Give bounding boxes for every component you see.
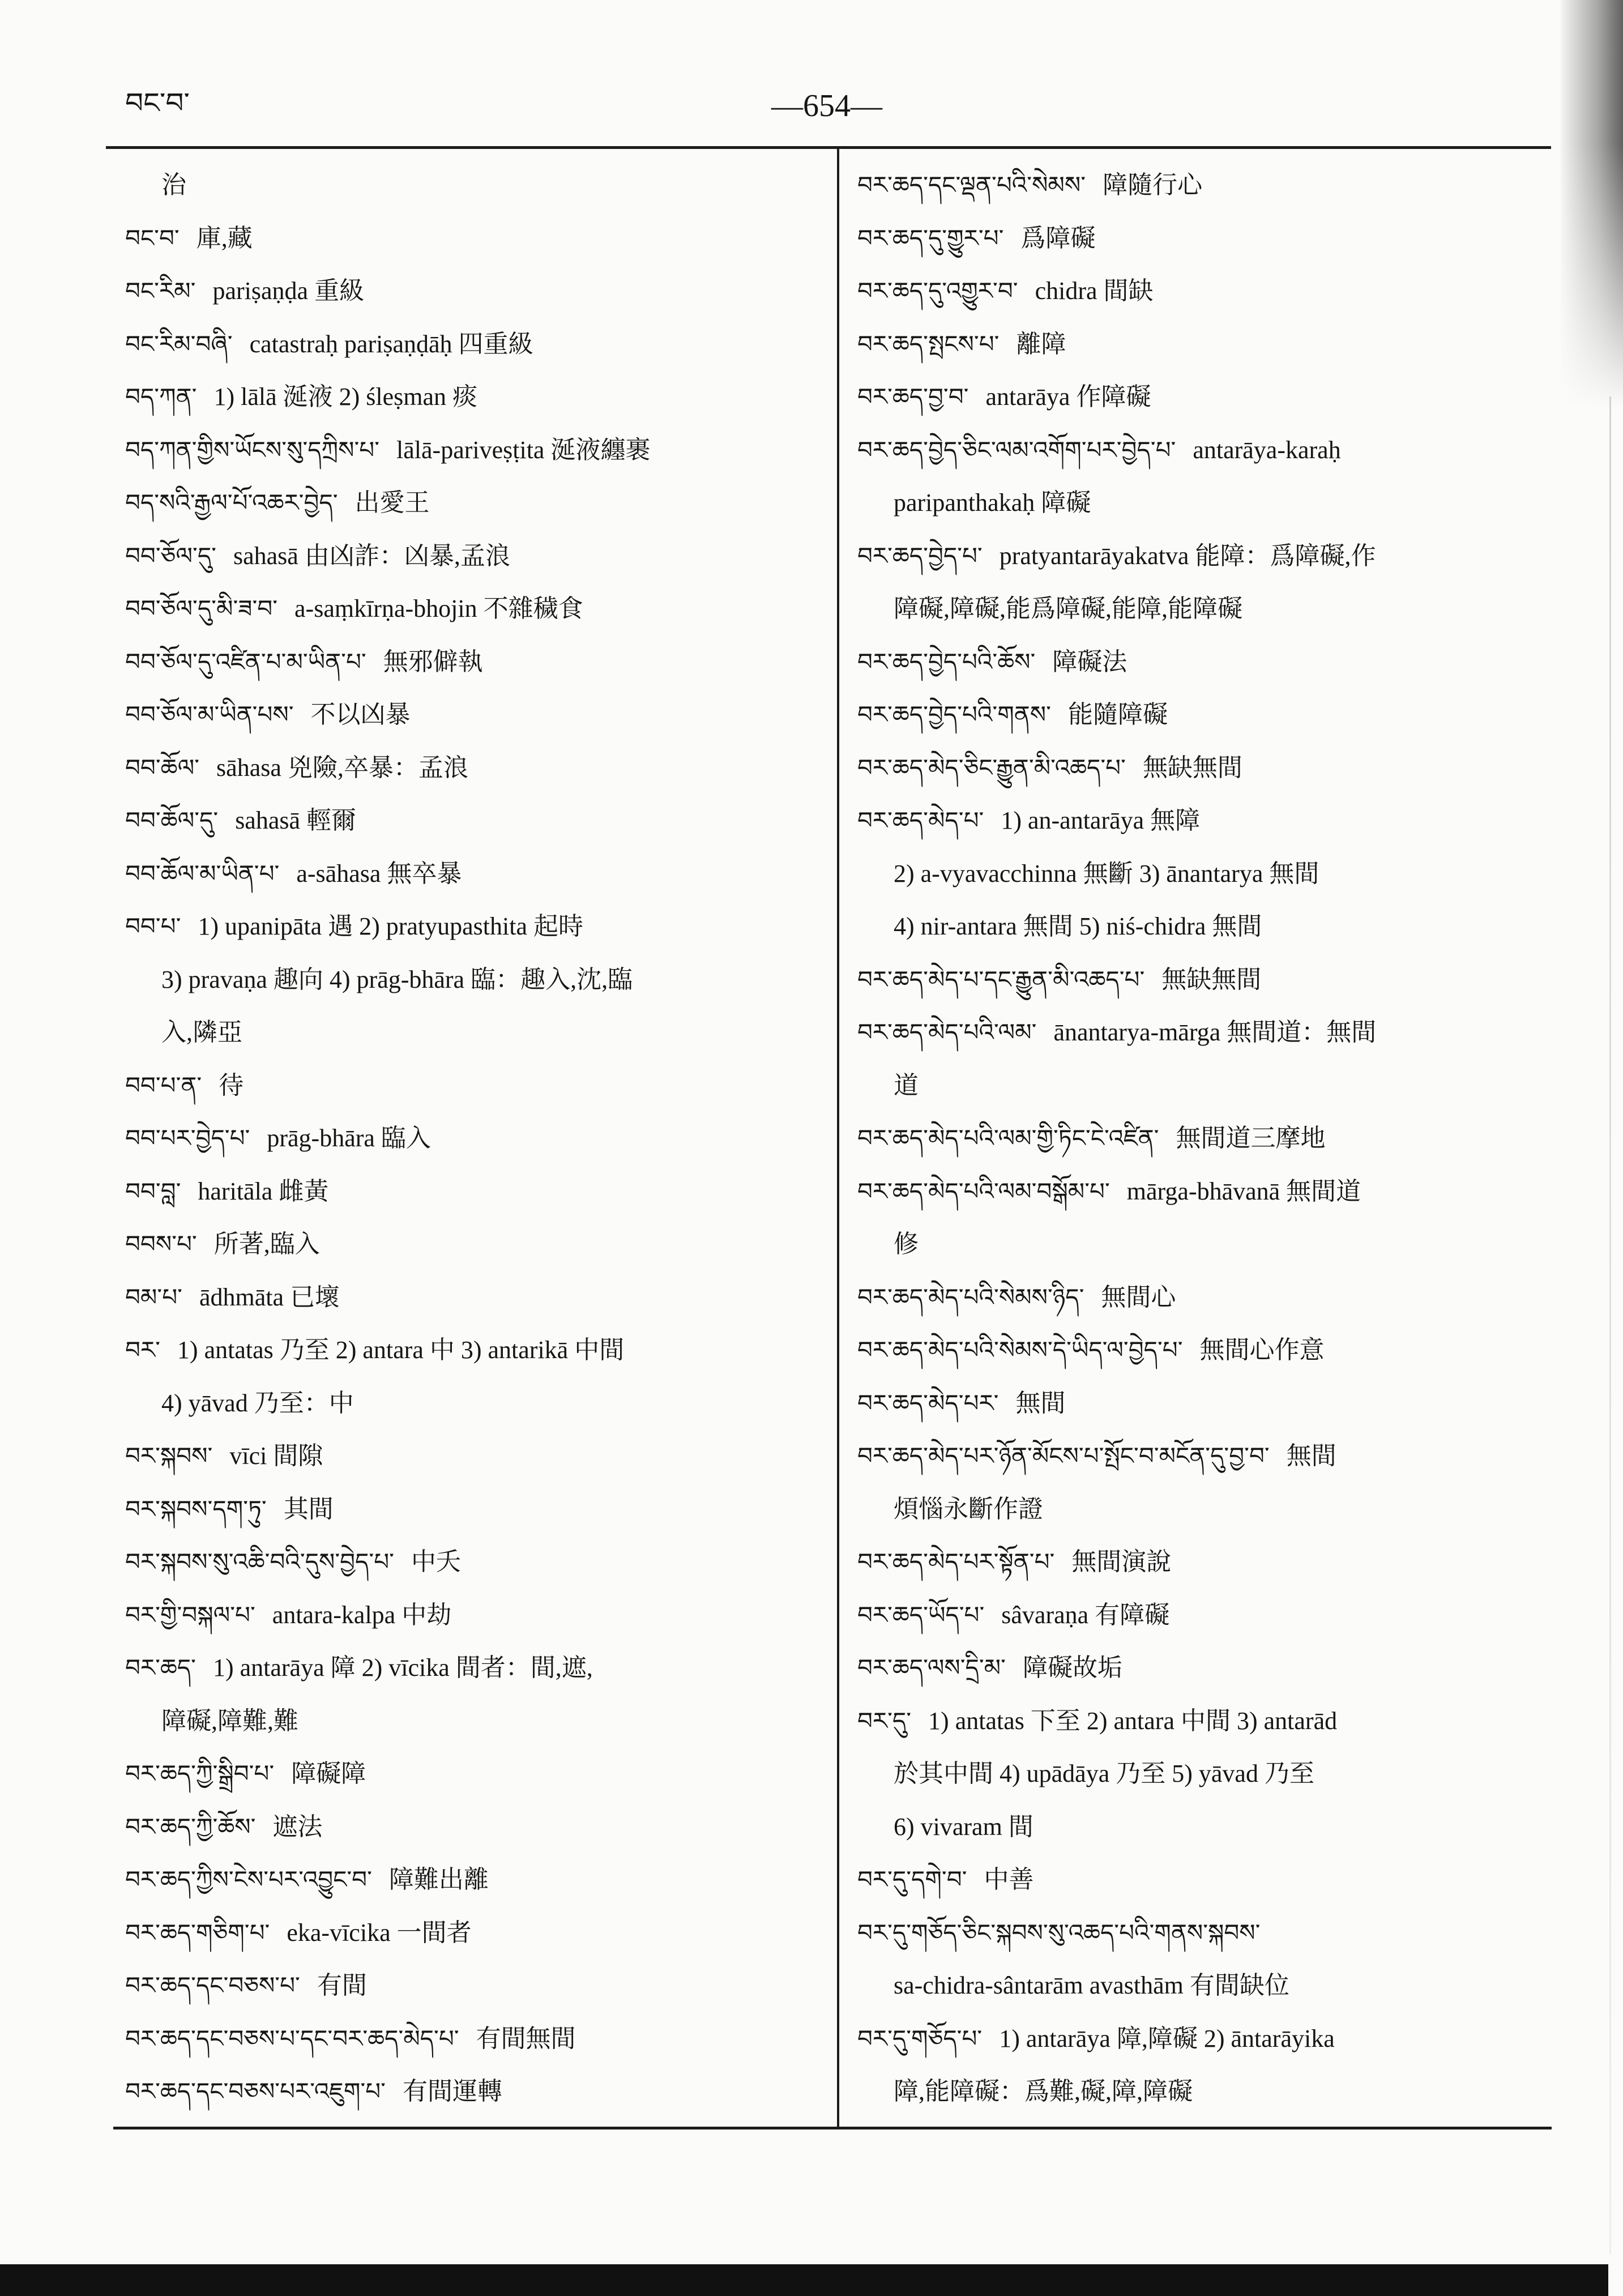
entry-line	[125, 212, 827, 265]
entry-line	[857, 318, 1560, 371]
entry-gloss: 道	[894, 1071, 919, 1099]
tibetan-headword: བད་སའི་རྒྱལ་པོ་འཆར་བྱེད་	[125, 490, 338, 517]
entry-gloss: antarāya 作障礙	[985, 383, 1151, 411]
tibetan-headword: བམ་པ་	[125, 1284, 182, 1311]
continuation-line	[857, 1218, 1560, 1271]
entry-line	[857, 688, 1560, 741]
entry-gloss: haritāla 雌黃	[198, 1177, 329, 1205]
entry-gloss: 無缺無間	[1142, 753, 1242, 782]
continuation-line	[125, 1377, 827, 1430]
tibetan-headword: བར་ཆད་དང་བཅས་པ་	[125, 1973, 300, 1999]
tibetan-headword: བར་གྱི་བསྐལ་པ་	[125, 1602, 255, 1629]
entry-gloss: 出愛王	[355, 489, 430, 517]
entry-line	[857, 370, 1560, 424]
tibetan-headword: བད་ཀན་གྱིས་ཡོངས་སུ་དཀྲིས་པ་	[125, 437, 380, 464]
entry-line	[125, 530, 827, 583]
scan-bottom-bar	[0, 2264, 1608, 2296]
tibetan-headword: བར་དུ་གཅོད་ཅིང་སྐབས་སུ་འཆད་པའི་གནས་སྐབས་	[857, 1920, 1261, 1947]
entry-line	[125, 1324, 827, 1377]
scan-edge-line	[1609, 396, 1611, 2254]
entry-gloss: 中夭	[411, 1548, 461, 1576]
tibetan-headword: བར་དུ་	[857, 1708, 912, 1735]
entry-gloss: catastraḥ pariṣaṇḍāḥ 四重級	[249, 330, 533, 358]
tibetan-headword: བར་ཆད་མེད་པར་ཉོན་མོངས་པ་སྤོང་བ་མངོན་དུ་བྱ་བ་	[857, 1444, 1270, 1470]
entry-gloss: 無間演說	[1071, 1548, 1172, 1576]
tibetan-headword: བབ་བླ་	[125, 1179, 181, 1205]
entry-line	[125, 900, 827, 953]
entry-gloss: ānantarya-mārga 無間道：無間	[1053, 1018, 1377, 1046]
entry-line	[857, 159, 1560, 212]
tibetan-headword: བར་ཆད་མེད་པའི་ལམ་གྱི་ཏིང་ངེ་འཛིན་	[857, 1126, 1159, 1152]
tibetan-headword: བར་ཆད་བྱེད་ཅིང་ལམ་འགོག་པར་བྱེད་པ་	[857, 437, 1176, 464]
entry-line	[857, 1112, 1560, 1165]
tibetan-headword: བབ་ཅོལ་མ་ཡིན་པས་	[125, 702, 294, 728]
continuation-line	[125, 1006, 827, 1059]
tibetan-headword: བར་ཆད་བྱེད་པ་	[857, 543, 983, 570]
entry-line	[125, 1800, 827, 1854]
tibetan-headword: བར་ཆད་མེད་པའི་ལམ་	[857, 1020, 1037, 1046]
continuation-line	[857, 1059, 1560, 1112]
tibetan-headword: བར་ཆད་དང་བཅས་པ་དང་བར་ཆད་མེད་པ་	[125, 2026, 459, 2052]
entry-gloss: 入,隣亞	[161, 1018, 242, 1046]
entry-line	[125, 2065, 827, 2118]
continuation-line	[857, 476, 1560, 530]
tibetan-headword: བར་སྐབས་	[125, 1444, 213, 1470]
tibetan-headword: བར་ཆད་ཀྱི་ཆོས་	[125, 1814, 256, 1841]
entry-gloss: pariṣaṇḍa 重級	[212, 277, 365, 305]
entry-gloss: 所著,臨入	[213, 1230, 320, 1258]
entry-line	[857, 212, 1560, 265]
continuation-line	[857, 1747, 1560, 1800]
tibetan-headword: བབ་ཆོལ་	[125, 755, 200, 782]
entry-gloss: 其間	[283, 1495, 334, 1523]
entry-line	[125, 1747, 827, 1800]
entry-gloss: 有間運轉	[403, 2077, 502, 2105]
entry-line	[125, 264, 827, 318]
entry-gloss: antarāya-karaḥ	[1193, 436, 1341, 464]
tibetan-headword: བར་ཆད་	[125, 1655, 196, 1682]
entry-gloss: ādhmāta 已壞	[199, 1283, 340, 1311]
entry-gloss: pratyantarāyakatva 能障：爲障礙,作	[999, 541, 1376, 570]
tibetan-headword: བར་ཆད་མེད་པ་	[857, 808, 984, 834]
entry-line	[125, 741, 827, 795]
entry-line	[857, 635, 1560, 689]
continuation-line	[857, 2065, 1560, 2118]
tibetan-headword: བར་ཆད་ཡོད་པ་	[857, 1602, 985, 1629]
tibetan-headword: བར་ཆད་ཀྱིས་ངེས་པར་འབྱུང་བ་	[125, 1867, 372, 1893]
entry-gloss: 庫,藏	[196, 224, 253, 252]
tibetan-headword: བབ་ཆོལ་མ་ཡིན་པ་	[125, 861, 280, 887]
entry-line	[125, 847, 827, 901]
entry-gloss: 4) nir-antara 無間 5) niś-chidra 無間	[894, 912, 1262, 940]
entry-gloss: 1) an-antarāya 無障	[1001, 806, 1201, 834]
tibetan-headword: བར་ཆད་དང་ལྡན་པའི་སེམས་	[857, 173, 1086, 199]
continuation-line	[857, 847, 1560, 901]
tibetan-headword: བར་ཆད་མེད་པར་སྟོན་པ་	[857, 1550, 1055, 1576]
entry-gloss: prāg-bhāra 臨入	[267, 1124, 431, 1152]
entry-gloss: 煩惱永斷作證	[894, 1495, 1043, 1523]
entry-line	[125, 1483, 827, 1536]
entry-gloss: 修	[894, 1230, 919, 1258]
entry-line	[857, 1535, 1560, 1589]
tibetan-headword: བར་ཆད་མེད་པ་དང་རྒྱུན་མི་འཆད་པ་	[857, 967, 1145, 993]
running-head: བང་བ་	[125, 87, 190, 119]
entry-gloss: 不以凶暴	[310, 701, 411, 728]
page-number: —654—	[771, 88, 882, 123]
tibetan-headword: བང་རིམ་བཞི་	[125, 331, 233, 358]
tibetan-headword: བར་ཆད་དང་བཅས་པར་འཇུག་པ་	[125, 2079, 386, 2105]
entry-line	[125, 1165, 827, 1218]
tibetan-headword: བར་	[125, 1338, 160, 1364]
tibetan-headword: བར་ཆད་བྱེད་པའི་གནས་	[857, 702, 1051, 728]
left-column	[125, 159, 827, 2118]
entry-line	[857, 1853, 1560, 1906]
entry-gloss: lālā-pariveṣṭita 涎液纏裹	[396, 436, 651, 464]
entry-line	[857, 1641, 1560, 1695]
entry-line	[125, 1059, 827, 1112]
tibetan-headword: བར་ཆད་མེད་པའི་ལམ་བསྒོམ་པ་	[857, 1179, 1110, 1205]
entry-gloss: 中善	[984, 1866, 1034, 1893]
entry-line	[857, 741, 1560, 795]
header-rule	[106, 146, 1551, 149]
entry-line	[125, 318, 827, 371]
tibetan-headword: བར་ཆད་དུ་གྱུར་པ་	[857, 225, 1004, 252]
entry-line	[125, 1429, 827, 1483]
entry-gloss: 障,能障礙：爲難,礙,障,障礙	[894, 2077, 1193, 2105]
entry-gloss: 爲障礙	[1020, 224, 1096, 252]
tibetan-headword: བབ་པ་	[125, 914, 181, 940]
entry-gloss: 1) antatas 乃至 2) antara 中 3) antarikā 中間	[177, 1336, 625, 1364]
tibetan-headword: བར་ཆད་མེད་པའི་སེམས་དེ་ཡིད་ལ་བྱེད་པ་	[857, 1338, 1183, 1364]
column-divider	[837, 148, 839, 2128]
entry-gloss: 無間心	[1101, 1283, 1176, 1311]
tibetan-headword: བར་ཆད་མེད་ཅིང་རྒྱུན་མི་འཆད་པ་	[857, 755, 1126, 782]
tibetan-headword: བར་ཆད་མེད་པར་	[857, 1390, 999, 1417]
entry-gloss: 有間	[317, 1971, 367, 1999]
entry-gloss: 待	[219, 1071, 244, 1099]
entry-line	[857, 530, 1560, 583]
entry-gloss: 遮法	[272, 1812, 323, 1841]
entry-line	[857, 1429, 1560, 1483]
tibetan-headword: བར་སྐབས་སུ་འཆི་བའི་དུས་བྱེད་པ་	[125, 1550, 394, 1576]
scan-edge-shadow	[1561, 0, 1623, 408]
entry-line	[857, 1906, 1560, 1960]
entry-gloss: vīci 間隙	[229, 1442, 323, 1470]
tibetan-headword: བབ་ཅོལ་དུ་མི་ཟ་བ་	[125, 596, 278, 622]
entry-gloss: 障礙,障礙,能爲障礙,能障,能障礙	[894, 595, 1242, 622]
entry-gloss: a-sāhasa 無卒暴	[296, 859, 462, 887]
tibetan-headword: བང་རིམ་	[125, 279, 196, 305]
entry-line	[125, 1112, 827, 1165]
entry-line	[125, 370, 827, 424]
entry-line	[125, 1906, 827, 1960]
entry-line	[125, 1853, 827, 1906]
tibetan-headword: བར་དུ་གཅོད་པ་	[857, 2026, 983, 2052]
entry-gloss: 無邪僻執	[383, 647, 483, 676]
entry-line	[857, 953, 1560, 1006]
entry-gloss: antara-kalpa 中劫	[272, 1601, 452, 1629]
entry-gloss: mārga-bhāvanā 無間道	[1126, 1177, 1361, 1205]
right-column	[857, 159, 1560, 2118]
entry-gloss: 障礙故垢	[1022, 1654, 1122, 1682]
entry-line	[125, 1218, 827, 1271]
tibetan-headword: བར་ཆད་སྤངས་པ་	[857, 331, 1000, 358]
entry-gloss: 1) lālā 涎液 2) śleṣman 痰	[213, 383, 478, 411]
entry-gloss: eka-vīcika 一間者	[287, 1918, 472, 1947]
tibetan-headword: བབ་ཆོལ་དུ་	[125, 808, 219, 834]
entry-gloss: sa-chidra-sântarām avasthām 有間缺位	[894, 1971, 1289, 1999]
entry-line	[857, 424, 1560, 477]
continuation-line	[857, 1959, 1560, 2012]
entry-line	[125, 794, 827, 847]
entry-line	[125, 688, 827, 741]
entry-gloss: 於其中間 4) upādāya 乃至 5) yāvad 乃至	[894, 1760, 1314, 1787]
entry-line	[857, 2012, 1560, 2065]
entry-line	[125, 476, 827, 530]
tibetan-headword: བད་ཀན་	[125, 385, 197, 411]
tibetan-headword: བར་ཆད་བྱེད་པའི་ཆོས་	[857, 649, 1036, 676]
entry-gloss: 無間	[1286, 1442, 1336, 1470]
entry-gloss: 能隨障礙	[1067, 701, 1168, 728]
entry-gloss: 1) antatas 下至 2) antara 中間 3) antarād	[928, 1706, 1338, 1735]
tibetan-headword: བར་ཆད་བྱ་བ་	[857, 385, 969, 411]
entry-gloss: sahasā 輕爾	[235, 806, 357, 834]
entry-gloss: 3) pravaṇa 趣向 4) prāg-bhāra 臨：趣入,沈,臨	[161, 965, 633, 993]
entry-gloss: 有間無間	[476, 2024, 576, 2052]
entry-line	[125, 1589, 827, 1642]
continuation-line	[125, 1695, 827, 1748]
tibetan-headword: བབ་ཅོལ་དུ་འཛིན་པ་མ་ཡིན་པ་	[125, 649, 366, 676]
tibetan-headword: བར་ཆད་ཀྱི་སྒྲིབ་པ་	[125, 1761, 275, 1787]
entry-gloss: chidra 間缺	[1035, 277, 1154, 305]
entry-line	[857, 264, 1560, 318]
entry-gloss: paripanthakaḥ 障礙	[894, 489, 1091, 517]
entry-gloss: 障礙法	[1052, 647, 1127, 676]
entry-line	[125, 2012, 827, 2065]
footer-rule	[113, 2127, 1552, 2129]
tibetan-headword: བབས་པ་	[125, 1232, 197, 1258]
entry-line	[857, 1165, 1560, 1218]
entry-gloss: 障難出離	[388, 1866, 489, 1893]
entry-gloss: 2) a-vyavacchinna 無斷 3) ānantarya 無間	[894, 859, 1319, 887]
continuation-line	[857, 1800, 1560, 1854]
entry-gloss: 障隨行心	[1103, 171, 1203, 199]
continuation-line	[125, 159, 827, 212]
continuation-line	[857, 900, 1560, 953]
tibetan-headword: བར་ཆད་གཅིག་པ་	[125, 1920, 270, 1947]
tibetan-headword: བབ་པར་བྱེད་པ་	[125, 1126, 250, 1152]
entry-line	[857, 1271, 1560, 1324]
entry-line	[857, 794, 1560, 847]
continuation-line	[857, 1483, 1560, 1536]
tibetan-headword: བར་ཆད་ལས་དྲི་མ་	[857, 1655, 1006, 1682]
entry-gloss: 4) yāvad 乃至：中	[161, 1389, 354, 1417]
entry-gloss: 無間心作意	[1199, 1336, 1325, 1364]
entry-line	[857, 1324, 1560, 1377]
entry-line	[125, 1535, 827, 1589]
entry-line	[125, 582, 827, 635]
entry-gloss: 障礙,障難,難	[161, 1706, 298, 1735]
entry-line	[125, 1959, 827, 2012]
entry-line	[857, 1377, 1560, 1430]
entry-gloss: 1) antarāya 障 2) vīcika 間者：間,遮,	[212, 1654, 593, 1682]
entry-gloss: 障礙障	[291, 1760, 366, 1787]
entry-gloss: 無間道三摩地	[1176, 1124, 1326, 1152]
entry-line	[857, 1589, 1560, 1642]
tibetan-headword: བབ་པ་ན་	[125, 1073, 202, 1099]
entry-gloss: 1) upanipāta 遇 2) pratyupasthita 起時	[198, 912, 584, 940]
entry-line	[857, 1006, 1560, 1059]
entry-gloss: 6) vivaram 間	[894, 1812, 1033, 1841]
entry-line	[125, 1641, 827, 1695]
tibetan-headword: བར་ཆད་དུ་འགྱུར་བ་	[857, 279, 1018, 305]
entry-gloss: 無間	[1015, 1389, 1066, 1417]
entry-gloss: sāhasa 兇險,卒暴：孟浪	[216, 753, 468, 782]
entry-line	[125, 424, 827, 477]
entry-gloss: a-saṃkīrṇa-bhojin 不雜穢食	[294, 595, 583, 622]
tibetan-headword: བབ་ཅོལ་དུ་	[125, 543, 216, 570]
tibetan-headword: བར་དུ་དགེ་བ་	[857, 1867, 967, 1893]
tibetan-headword: བར་སྐབས་དག་ཏུ་	[125, 1496, 267, 1523]
entry-gloss: 離障	[1016, 330, 1066, 358]
continuation-line	[857, 582, 1560, 635]
tibetan-headword: བར་ཆད་མེད་པའི་སེམས་ཉིད་	[857, 1284, 1084, 1311]
entry-line	[857, 1695, 1560, 1748]
tibetan-headword: བང་བ་	[125, 225, 180, 252]
entry-gloss: 無缺無間	[1161, 965, 1262, 993]
entry-gloss: 1) antarāya 障,障礙 2) āntarāyika	[999, 2024, 1335, 2052]
entry-line	[125, 1271, 827, 1324]
entry-gloss: 治	[161, 171, 186, 199]
entry-line	[125, 635, 827, 689]
continuation-line	[125, 953, 827, 1006]
entry-gloss: sahasā 由凶詐：凶暴,孟浪	[233, 541, 510, 570]
entry-gloss: sâvaraṇa 有障礙	[1001, 1601, 1170, 1629]
